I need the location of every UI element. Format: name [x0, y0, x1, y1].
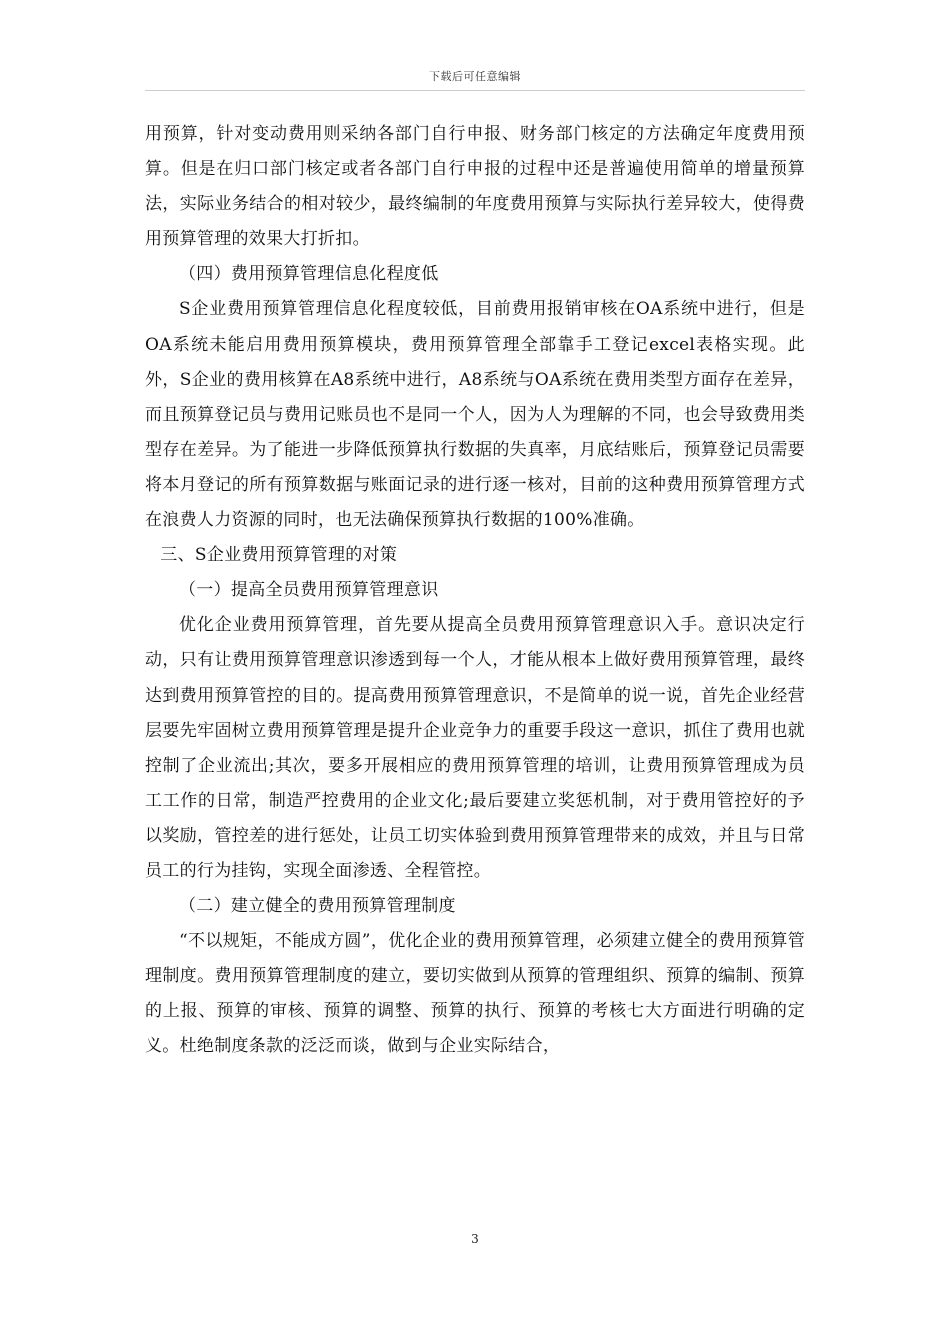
page-number: 3	[471, 1232, 479, 1246]
section-subheading: （二）建立健全的费用预算管理制度	[179, 896, 456, 917]
section-heading: 三、S企业费用预算管理的对策	[160, 545, 398, 566]
header-divider	[145, 90, 805, 91]
body-paragraph: 优化企业费用预算管理，首先要从提高全员费用预算管理意识入手。意识决定行动，只有让费用预算管理意识渗透到每一个人，才能从根本上做好费用预算管理，最终达到费用预算管控的目的。提高费用预算管理意识，不是简单的说一说，首先企业经营层要先牢固树立费用预算管理是提升企业竞争力的重要手段这一意识，抓住了费用也就控制了企业流出;其次，要多开展相应的费用预算管理的培训，让费用预算管理成为员工工作的日常，制造严控费用的企业文化;最后要建立奖惩机制，对于费用管控好的予以奖励，管控差的进行惩处，让员工切实体验到费用预算管理带来的成效，并且与日常员工的行为挂钩，实现全面渗透、全程管控。	[145, 615, 805, 881]
paragraph-continuation: 用预算，针对变动费用则采纳各部门自行申报、财务部门核定的方法确定年度费用预算。但是在归口部门核定或者各部门自行申报的过程中还是普遍使用简单的增量预算法，实际业务结合的相对较少，最终编制的年度费用预算与实际执行差异较大，使得费用预算管理的效果大打折扣。	[145, 124, 805, 250]
page-header: 下载后可任意编辑	[429, 70, 521, 83]
body-paragraph: S企业费用预算管理信息化程度较低，目前费用报销审核在OA系统中进行，但是OA系统未能启用费用预算模块，费用预算管理全部靠手工登记excel表格实现。此外，S企业的费用核算在A8系统中进行，A8系统与OA系统在费用类型方面存在差异，而且预算登记员与费用记账员也不是同一个人，因为人为理解的不同，也会导致费用类型存在差异。为了能进一步降低预算执行数据的失真率，月底结账后，预算登记员需要将本月登记的所有预算数据与账面记录的进行逐一核对，目前的这种费用预算管理方式在浪费人力资源的同时，也无法确保预算执行数据的100%准确。	[145, 299, 805, 531]
section-subheading: （一）提高全员费用预算管理意识	[179, 580, 439, 601]
document-body	[145, 117, 805, 1065]
section-subheading: （四）费用预算管理信息化程度低	[179, 264, 439, 285]
body-paragraph: “不以规矩，不能成方圆”，优化企业的费用预算管理，必须建立健全的费用预算管理制度。费用预算管理制度的建立，要切实做到从预算的管理组织、预算的编制、预算的上报、预算的审核、预算的调整、预算的执行、预算的考核七大方面进行明确的定义。杜绝制度条款的泛泛而谈，做到与企业实际结合，	[145, 931, 805, 1057]
